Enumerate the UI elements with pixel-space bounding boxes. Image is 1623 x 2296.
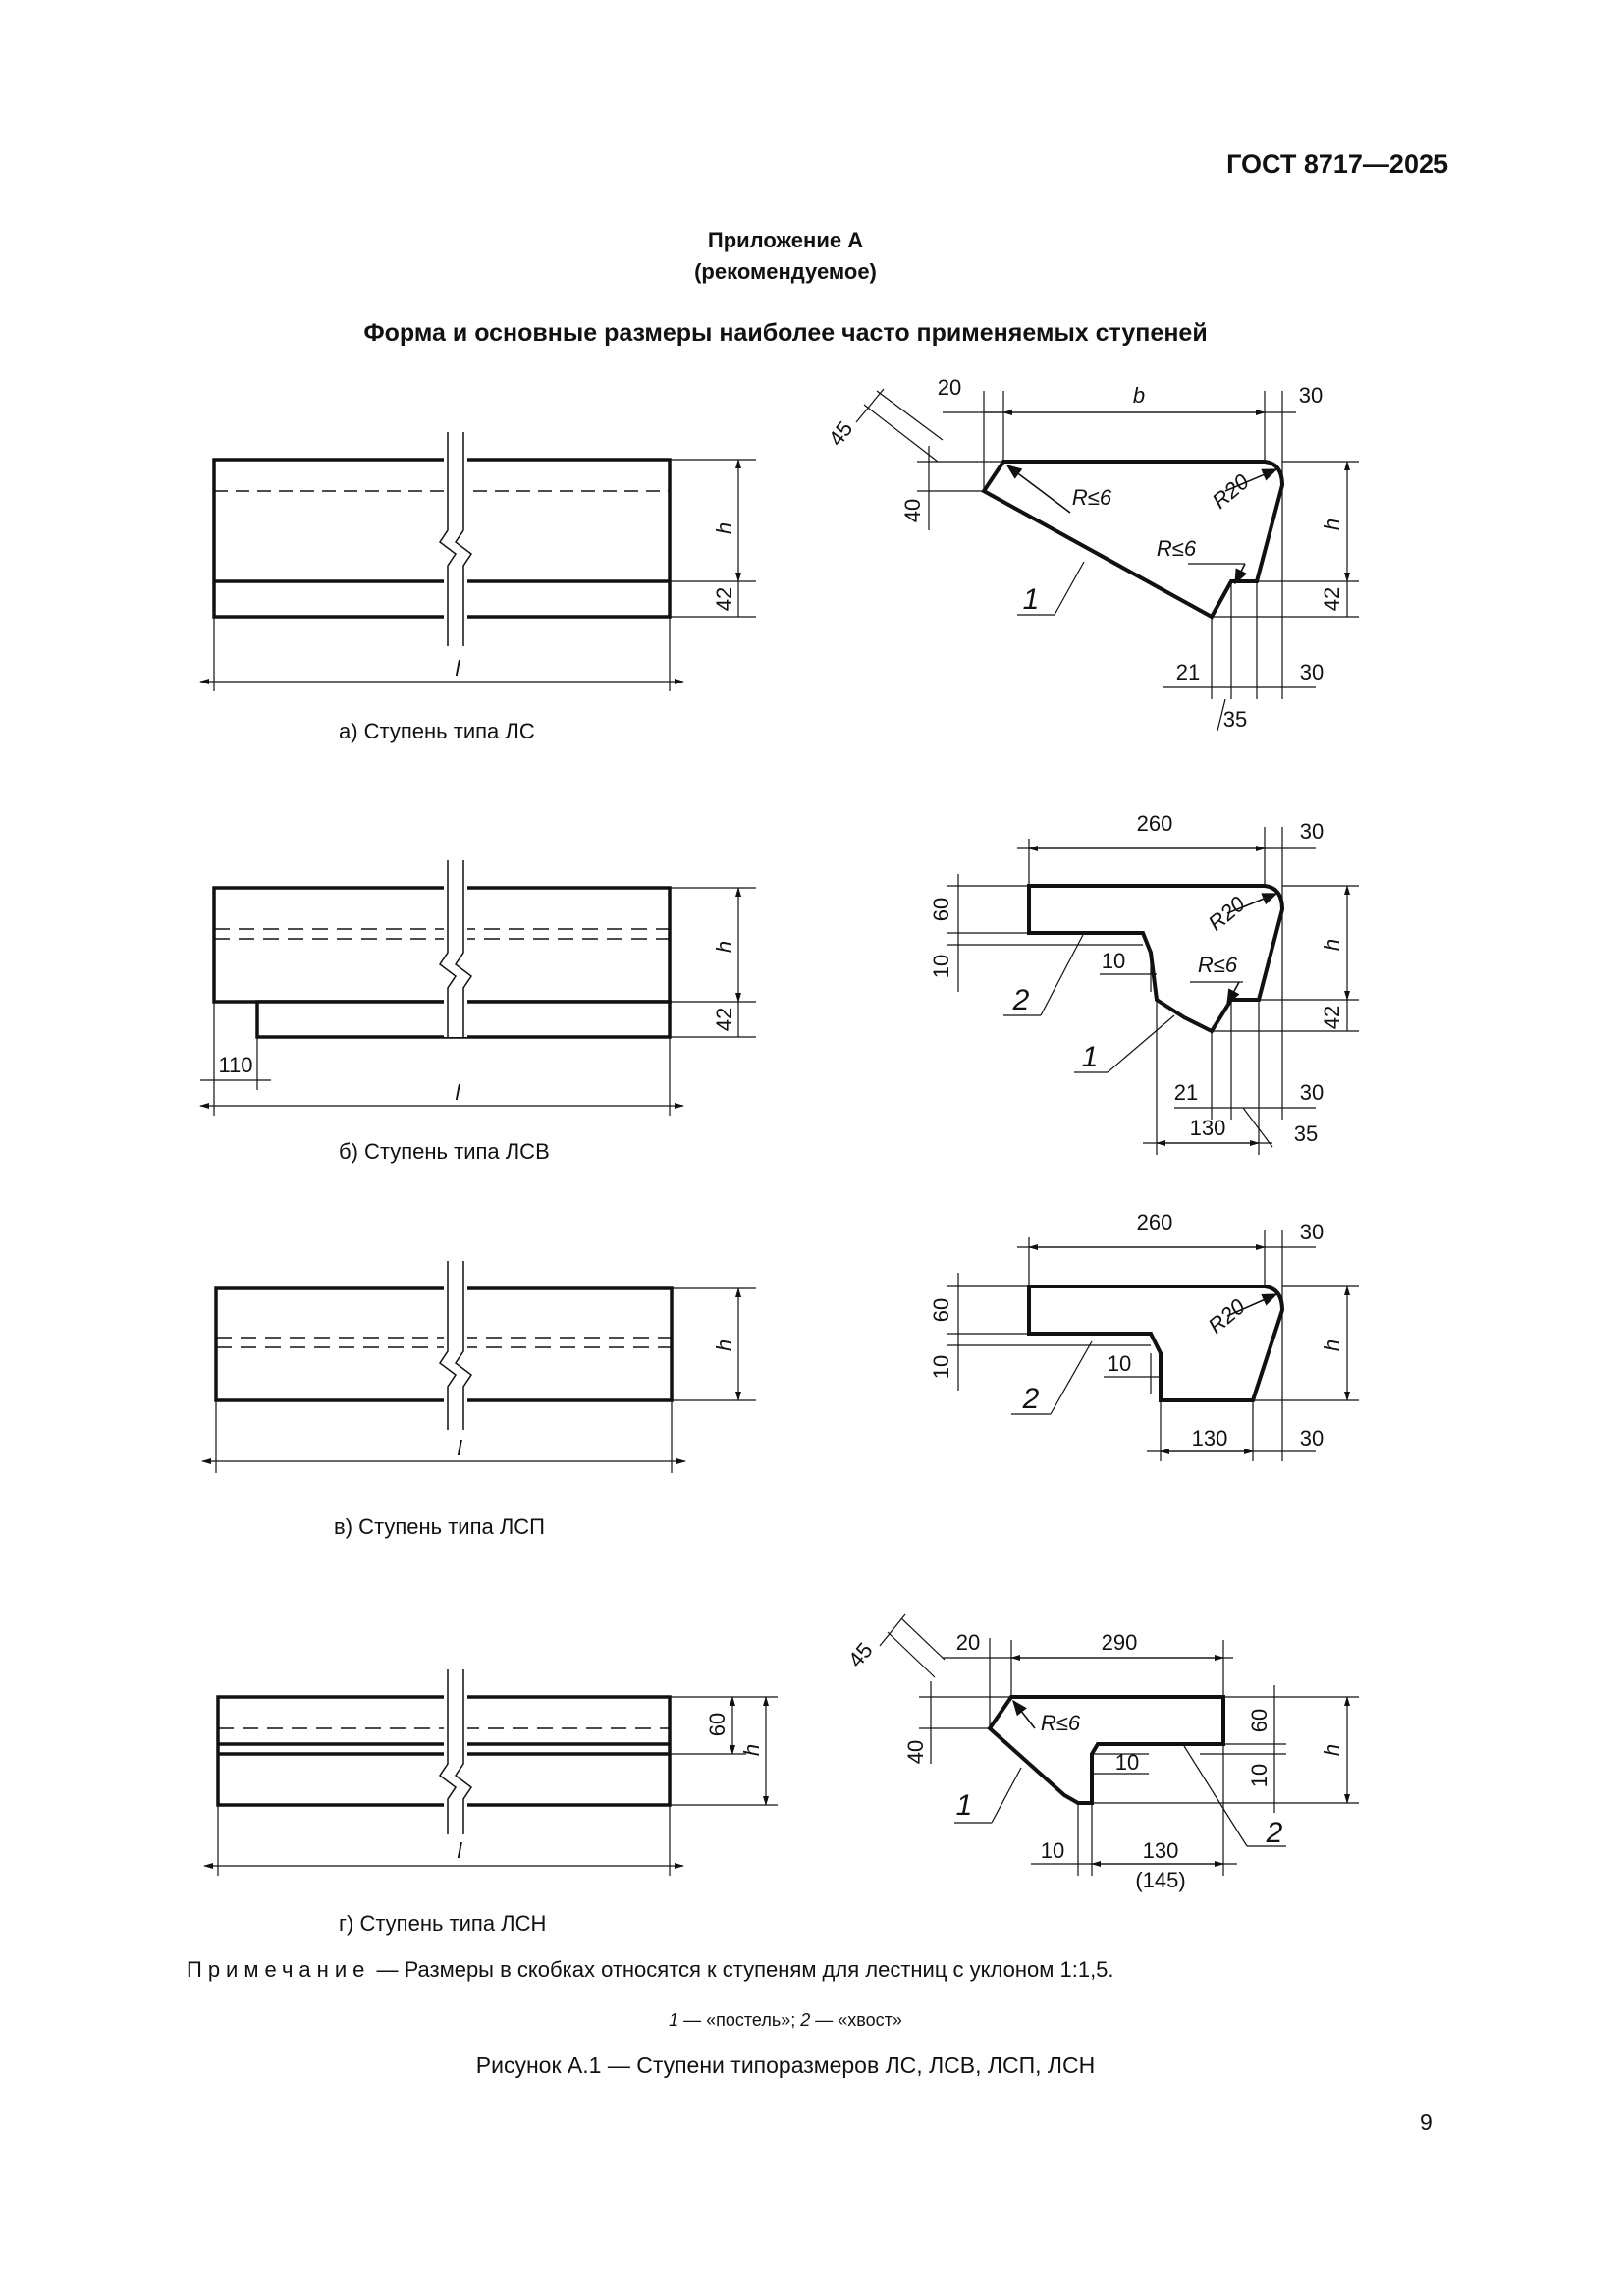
section-title: Форма и основные размеры наиболее часто применяемых ступеней: [363, 319, 1208, 347]
fig-a-dim-40: 40: [900, 498, 925, 523]
fig-b-side-h: h: [712, 940, 736, 954]
fig-b-radius-6: R≤6: [1197, 953, 1238, 977]
fig-b-dim-10-inner: 10: [1101, 949, 1126, 973]
fig-a-dim-b: b: [1132, 383, 1146, 408]
fig-b-dim-30-bottom: 30: [1299, 1080, 1325, 1105]
fig-c-profile-h: h: [1320, 1339, 1344, 1352]
fig-a-label-1: 1: [1022, 583, 1040, 616]
fig-b-side-l: l: [455, 1080, 460, 1105]
fig-d-dim-20: 20: [955, 1630, 981, 1655]
legend: [0, 2010, 1571, 2031]
fig-b-label-2: 2: [1012, 984, 1030, 1016]
fig-b-label-1: 1: [1081, 1041, 1099, 1073]
fig-d-caption: г) Ступень типа ЛСН: [339, 1911, 547, 1936]
note-text: — Размеры в скобках относятся к ступеням для лестниц с уклоном 1:1,5.: [370, 1957, 1114, 1982]
fig-a-dim-20: 20: [937, 375, 962, 400]
fig-a-profile: [856, 389, 1359, 731]
legend-text-1: — «постель»;: [678, 2010, 801, 2030]
figure-caption: Рисунок А.1 — Ступени типоразмеров ЛС, ЛСВ, ЛСП, ЛСН: [475, 2052, 1096, 2078]
fig-b-dim-60: 60: [929, 897, 953, 922]
page-number: 9: [1420, 2109, 1433, 2135]
fig-c-side-h: h: [712, 1339, 736, 1352]
fig-c-dim-260: 260: [1136, 1210, 1173, 1234]
fig-b-dim-35: 35: [1293, 1121, 1319, 1146]
fig-b-caption: б) Ступень типа ЛСВ: [339, 1139, 550, 1164]
fig-d-dim-145: (145): [1135, 1868, 1186, 1892]
fig-b-dim-30-top: 30: [1299, 819, 1325, 844]
legend-text-2: — «хвост»: [810, 2010, 902, 2030]
fig-c-profile: [947, 1230, 1359, 1461]
document-header: ГОСТ 8717—2025: [1226, 149, 1448, 179]
fig-a-dim-30-top: 30: [1298, 383, 1324, 408]
fig-b-dim-130: 130: [1189, 1116, 1226, 1140]
fig-a-dim-35: 35: [1222, 707, 1248, 732]
annex-status: (рекомендуемое): [694, 259, 877, 284]
fig-c-dim-30-bottom: 30: [1299, 1426, 1325, 1450]
fig-a-profile-h: h: [1320, 518, 1344, 531]
fig-d-profile-h: h: [1320, 1743, 1344, 1757]
fig-c-dim-130: 130: [1191, 1426, 1228, 1450]
fig-d-label-1: 1: [955, 1789, 973, 1822]
fig-a-side-l: l: [455, 656, 460, 681]
fig-a-side-42: 42: [712, 586, 736, 612]
fig-d-dim-10-right: 10: [1247, 1763, 1271, 1788]
fig-a-radius-6-bottom: R≤6: [1156, 536, 1197, 561]
fig-a-caption: а) Ступень типа ЛС: [339, 719, 535, 743]
legend-number-2: 2: [800, 2010, 811, 2030]
fig-b-side-42: 42: [712, 1007, 736, 1032]
fig-a-side-h: h: [712, 521, 736, 535]
legend-number-1: 1: [669, 2010, 679, 2030]
fig-c-radius-20: R20: [1203, 1293, 1250, 1339]
fig-d-side-60: 60: [705, 1712, 730, 1737]
fig-b-profile-h: h: [1320, 938, 1344, 952]
fig-d-dim-45: 45: [842, 1637, 878, 1672]
fig-b-side-view: [200, 860, 756, 1116]
fig-d-dim-10-inner: 10: [1114, 1750, 1140, 1775]
fig-d-dim-60: 60: [1247, 1708, 1271, 1733]
fig-b-radius-20: R20: [1203, 891, 1250, 936]
fig-a-profile-42: 42: [1320, 586, 1344, 612]
fig-c-dim-10-inner: 10: [1107, 1351, 1132, 1376]
fig-d-side-h: h: [739, 1743, 764, 1757]
fig-d-side-view: [204, 1669, 778, 1876]
fig-b-side-110: 110: [218, 1053, 253, 1077]
fig-a-radius-20: R20: [1207, 468, 1254, 514]
fig-b-dim-21: 21: [1173, 1080, 1199, 1105]
fig-d-dim-290: 290: [1101, 1630, 1138, 1655]
fig-c-label-2: 2: [1022, 1383, 1040, 1415]
fig-d-label-2: 2: [1266, 1817, 1283, 1849]
note-label: Примечание: [187, 1957, 371, 1982]
fig-d-dim-10-bottom: 10: [1040, 1838, 1065, 1863]
fig-d-side-l: l: [457, 1838, 462, 1863]
fig-c-side-l: l: [457, 1436, 462, 1460]
fig-a-side-view: [200, 432, 756, 691]
fig-d-dim-130: 130: [1142, 1838, 1179, 1863]
fig-b-profile: [947, 827, 1359, 1155]
fig-a-dim-30-bottom: 30: [1299, 660, 1325, 684]
fig-c-dim-60: 60: [929, 1297, 953, 1323]
fig-c-dim-10-left: 10: [929, 1354, 953, 1380]
fig-c-caption: в) Ступень типа ЛСП: [334, 1514, 545, 1539]
fig-a-radius-6-top: R≤6: [1071, 485, 1112, 510]
annex-title: Приложение А: [707, 228, 864, 252]
fig-b-dim-10-left: 10: [929, 954, 953, 979]
fig-a-dim-45: 45: [823, 416, 858, 451]
fig-c-side-view: [202, 1261, 756, 1473]
fig-b-dim-260: 260: [1136, 811, 1173, 836]
fig-b-profile-42: 42: [1320, 1005, 1344, 1030]
note: [187, 1957, 1114, 1983]
fig-c-dim-30-top: 30: [1299, 1220, 1325, 1244]
fig-a-dim-21: 21: [1175, 660, 1201, 684]
fig-d-radius-6: R≤6: [1040, 1711, 1081, 1735]
fig-d-dim-40: 40: [903, 1739, 928, 1765]
